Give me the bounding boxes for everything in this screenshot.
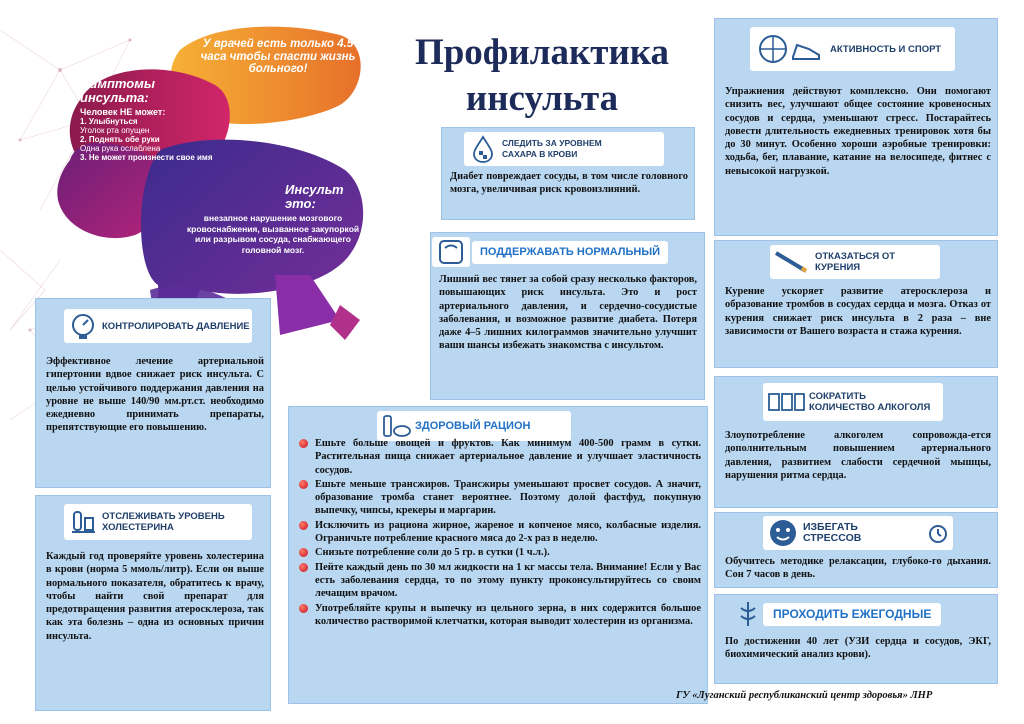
- diet-item: [299, 519, 701, 546]
- sport-text: Упражнения действуют комплексно. Они помогают снизить вес, улучшают общее состояние кровеносных сосудов и сердца, уменьшают стресс. Постарайтесь довести длительность ежедневных тренировок хотя бы до 30 минут. Особенно хороши аэробные тренировки: ходьба, бег, плавание, катание на велосипеде, фитнес с невысокой нагрузкой.: [725, 86, 991, 177]
- symptoms-block: [80, 77, 280, 162]
- glasses-icon: [763, 387, 809, 417]
- diet-item: [299, 561, 701, 601]
- panel-sport: [714, 18, 998, 236]
- what-is-stroke-title: Инсульт это:: [285, 182, 344, 211]
- diet-item-text: Снизьте потребление соли до 5 гр. в сутки (1 ч.л.).: [315, 547, 550, 559]
- checkup-header: [733, 599, 983, 629]
- diet-item-text: Ешьте больше овощей и фруктов. Как минимум 400-500 грамм в сутки. Растительная пища снижает артериальное давление и улучшает эластичность сосудов.: [315, 438, 701, 476]
- alcohol-header: [763, 383, 943, 421]
- diet-list: [299, 437, 701, 629]
- weight-label: ПОДДЕРЖАВАТЬ НОРМАЛЬНЫЙ: [480, 245, 661, 258]
- smoking-label: ОТКАЗАТЬСЯ ОТ КУРЕНИЯ: [814, 251, 896, 273]
- checkup-label: ПРОХОДИТЬ ЕЖЕГОДНЫЕ: [773, 606, 932, 621]
- symptoms-subtitle: Человек НЕ может:: [80, 107, 166, 117]
- stress-label: ИЗБЕГАТЬ СТРЕССОВ: [802, 521, 862, 544]
- sugar-drop-icon: [464, 134, 502, 164]
- symptom-3: 3. Не может произнести свое имя: [80, 153, 213, 162]
- sport-header: [750, 27, 955, 71]
- weight-label-box: [472, 241, 668, 264]
- tonometer-icon: [64, 311, 102, 341]
- panel-cholesterol: [35, 495, 271, 711]
- stress-header: [763, 516, 953, 550]
- medical-icon: [733, 599, 763, 629]
- scales-icon: [432, 237, 470, 267]
- diet-label: ЗДОРОВЫЙ РАЦИОН: [415, 419, 531, 432]
- cholesterol-label: ОТСЛЕЖИВАТЬ УРОВЕНЬ ХОЛЕСТЕРИНА: [102, 511, 225, 533]
- symptom-2-note: Одна рука ослаблена: [80, 144, 161, 153]
- panel-pressure: [35, 298, 271, 488]
- alarm-clock-icon: [923, 518, 953, 548]
- diet-item-text: Ешьте меньше трансжиров. Трансжиры уменьшают просвет сосудов. А значит, образование тромба станет вероятнее. Поэтому долой фастфуд, покупную выпечку, чипсы, крекеры и маргарин.: [315, 478, 701, 517]
- sugar-text: Диабет повреждает сосуды, в том числе головного мозга, увеличивая риск кровоизлияний.: [450, 171, 688, 196]
- alcohol-text: Злоупотребление алкоголем сопровожда-ется дополнительным повышением артериального давления, развитием слабости сердечной мышцы, нарушения ритма сердца.: [725, 430, 991, 481]
- footer-credit: ГУ «Луганский республиканский центр здоровья» ЛНР: [676, 690, 933, 701]
- weight-header: [432, 237, 702, 267]
- diet-item-text: Пейте каждый день по 30 мл жидкости на 1 кг массы тела. Внимание! Если у Вас есть заболевания сердца, то по этому пункту проконсультируйтесь со своим лечащим врачом.: [315, 561, 701, 600]
- symptoms-title: Симптомы инсульта:: [80, 76, 155, 105]
- smoking-header: [770, 245, 940, 279]
- bullet-icon: [299, 548, 308, 557]
- checkup-label-box: [763, 603, 941, 626]
- page-title: Профилактика инсульта: [414, 32, 670, 119]
- symptom-1-note: Уголок рта опущен: [80, 126, 150, 135]
- cigarette-icon: [770, 247, 815, 277]
- smoking-text: Курение ускоряет развитие атеросклероза и образование тромбов в сосудах сердца и мозга. Отказ от курения снижает риск инсульта в 2 раза – вне зависимости от Вашего возраста и стажа курения.: [725, 286, 991, 337]
- panel-sugar: [441, 127, 695, 220]
- pressure-text: Эффективное лечение артериальной гипертонии вдвое снижает риск инсульта. С целью устойчивого поддержания давления на уровне не выше 140/90 мм.рт.ст. необходимо ежедневно принимать препараты, препятствующие его повышению.: [46, 356, 264, 434]
- cholesterol-header: [64, 504, 252, 540]
- brain-hours-text: У врачей есть только 4.5 часа чтобы спасти жизнь больного!: [200, 38, 356, 75]
- panel-weight: [430, 232, 705, 400]
- bullet-icon: [299, 521, 308, 530]
- sport-icon: [750, 34, 830, 64]
- symptom-2: 2. Поднять обе руки: [80, 135, 160, 144]
- sugar-header: [464, 132, 664, 166]
- pressure-header: [64, 309, 252, 343]
- bullet-icon: [299, 480, 308, 489]
- what-is-stroke-text: внезапное нарушение мозгового кровоснабжения, вызванное закупоркой или разрывом сосуда, снабжающего головной мозг.: [186, 213, 360, 255]
- smile-icon: [763, 518, 803, 548]
- sport-label: АКТИВНОСТЬ И СПОРТ: [830, 43, 942, 55]
- diet-item-text: Употребляйте крупы и выпечку из цельного зерна, в них содержится большое количество растворимой клетчатки, которая выводит холестерин из организма.: [315, 602, 701, 627]
- panel-smoking: [714, 240, 998, 368]
- weight-text: Лишний вес тянет за собой сразу несколько факторов, повышающих риск инсульта. Это и рост артериального давления, и сердечно-сосудистые заболевания, и возможное развитие диабета. Потеря даже 4–5 лишних килограммов значительно улучшит ваши шансы избежать знакомства с инсультом.: [439, 274, 697, 352]
- pressure-label: КОНТРОЛИРОВАТЬ ДАВЛЕНИЕ: [102, 320, 250, 332]
- test-tube-icon: [64, 507, 102, 537]
- panel-diet: [288, 406, 708, 704]
- sugar-label: СЛЕДИТЬ ЗА УРОВНЕМ САХАРА В КРОВИ: [502, 138, 602, 159]
- symptom-1: 1. Улыбнуться: [80, 117, 138, 126]
- bullet-icon: [299, 604, 308, 613]
- panel-alcohol: [714, 376, 998, 508]
- bullet-icon: [299, 563, 308, 572]
- stress-text: Обучитесь методике релаксации, глубоко-го дыхания. Сон 7 часов в день.: [725, 556, 991, 581]
- bullet-icon: [299, 439, 308, 448]
- checkup-text: По достижении 40 лет (УЗИ сердца и сосудов, ЭКГ, биохимический анализ крови).: [725, 636, 991, 661]
- panel-checkup: [714, 594, 998, 684]
- diet-item: [299, 437, 701, 477]
- alcohol-label: СОКРАТИТЬ КОЛИЧЕСТВО АЛКОГОЛЯ: [809, 391, 931, 413]
- diet-item: [299, 602, 701, 629]
- diet-item: [299, 546, 701, 559]
- cholesterol-text: Каждый год проверяйте уровень холестерина в крови (норма 5 ммоль/литр). Если он выше нормального показателя, обратитесь к врачу, чтобы найти свой препарат для предотвращения развития атеросклероза, так как эта болезнь – одна из основных причин инсульта.: [46, 551, 264, 642]
- diet-item: [299, 478, 701, 518]
- panel-stress: [714, 512, 998, 588]
- diet-item-text: Исключить из рациона жирное, жареное и копченое мясо, колбасные изделия. Ограничьте потребление красного мяса до 2-х раз в неделю.: [315, 519, 701, 545]
